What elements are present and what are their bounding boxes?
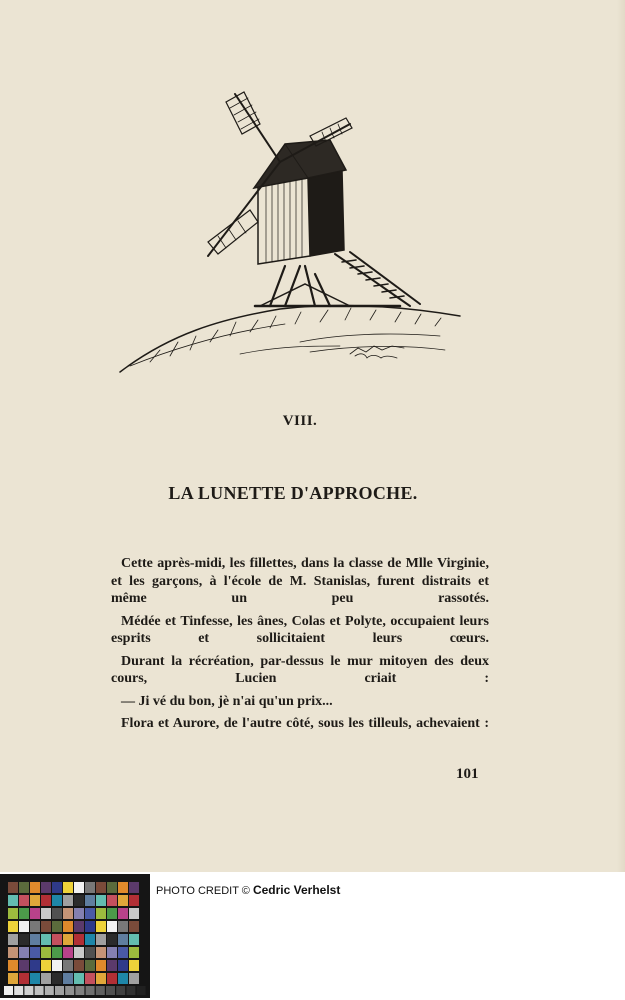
color-swatch <box>118 960 128 971</box>
color-swatch <box>8 895 18 906</box>
gray-swatch <box>86 986 95 995</box>
gray-swatch <box>137 986 146 995</box>
color-swatch <box>96 882 106 893</box>
color-swatch <box>52 973 62 984</box>
color-swatch <box>52 921 62 932</box>
photo-credit-prefix: PHOTO CREDIT © <box>156 885 250 897</box>
color-swatch <box>129 921 139 932</box>
body-text <box>111 555 489 738</box>
color-swatch <box>19 921 29 932</box>
color-swatch <box>41 882 51 893</box>
color-swatch <box>74 960 84 971</box>
color-swatch <box>8 934 18 945</box>
color-swatch <box>74 973 84 984</box>
paragraph: Cette après-midi, les fillettes, dans la classe de Mlle Virginie, et les garçons, à l'école de M. Stanislas, furent distraits et même un peu rassotés. <box>111 556 489 606</box>
color-swatch <box>19 882 29 893</box>
color-swatch <box>118 947 128 958</box>
color-swatch <box>30 921 40 932</box>
color-swatch <box>30 960 40 971</box>
color-swatch <box>129 973 139 984</box>
color-swatch <box>8 921 18 932</box>
color-swatch <box>96 934 106 945</box>
windmill-illustration <box>110 84 480 384</box>
color-swatch <box>85 908 95 919</box>
color-swatch <box>41 908 51 919</box>
color-swatch <box>30 895 40 906</box>
color-swatch <box>107 947 117 958</box>
color-swatch <box>107 973 117 984</box>
color-swatch <box>52 882 62 893</box>
color-swatch <box>129 908 139 919</box>
color-swatch <box>129 882 139 893</box>
page-number: 101 <box>456 766 479 782</box>
gray-swatch <box>126 986 135 995</box>
page-edge <box>617 0 625 872</box>
gray-swatch <box>14 986 23 995</box>
color-swatch <box>8 973 18 984</box>
color-swatch <box>63 921 73 932</box>
color-swatch <box>96 921 106 932</box>
color-swatch <box>107 960 117 971</box>
color-swatch <box>129 895 139 906</box>
color-swatch <box>118 895 128 906</box>
color-swatch <box>30 934 40 945</box>
color-swatch <box>96 960 106 971</box>
color-swatch <box>30 973 40 984</box>
color-swatch <box>63 947 73 958</box>
gray-swatch <box>24 986 33 995</box>
color-swatch <box>129 960 139 971</box>
color-swatch <box>63 934 73 945</box>
color-swatch <box>74 895 84 906</box>
paragraph: — Ji vé du bon, jè n'ai qu'un prix... <box>121 693 333 709</box>
color-swatch <box>41 947 51 958</box>
chapter-number: VIII. <box>282 413 318 429</box>
gray-swatch <box>55 986 64 995</box>
color-swatch <box>41 934 51 945</box>
color-swatch <box>41 960 51 971</box>
photo-credit <box>156 883 340 897</box>
gray-swatch <box>4 986 13 995</box>
color-swatch <box>85 882 95 893</box>
color-swatch <box>8 960 18 971</box>
color-swatch <box>41 921 51 932</box>
color-swatch <box>41 895 51 906</box>
color-swatch <box>52 960 62 971</box>
color-swatch <box>8 882 18 893</box>
color-swatch <box>19 934 29 945</box>
color-swatch <box>107 908 117 919</box>
gray-swatch <box>106 986 115 995</box>
color-swatch <box>52 934 62 945</box>
color-swatch <box>129 947 139 958</box>
color-swatch <box>52 895 62 906</box>
color-swatch <box>52 908 62 919</box>
color-swatch <box>19 895 29 906</box>
color-swatch <box>41 973 51 984</box>
paragraph: Durant la récréation, par-dessus le mur mitoyen des deux cours, Lucien criait : <box>111 653 489 686</box>
color-swatch <box>118 921 128 932</box>
color-swatch <box>74 908 84 919</box>
color-swatch <box>8 947 18 958</box>
color-swatch <box>96 973 106 984</box>
color-swatch <box>118 934 128 945</box>
gray-swatch <box>75 986 84 995</box>
chapter-title: LA LUNETTE D'APPROCHE. <box>168 483 418 503</box>
color-swatch <box>118 882 128 893</box>
color-swatch <box>74 921 84 932</box>
color-swatch <box>74 947 84 958</box>
color-swatch <box>107 921 117 932</box>
color-swatch <box>63 960 73 971</box>
color-swatch <box>96 947 106 958</box>
color-swatch <box>107 934 117 945</box>
color-swatch <box>19 908 29 919</box>
color-swatch <box>85 934 95 945</box>
gray-swatch <box>116 986 125 995</box>
color-swatch <box>118 908 128 919</box>
color-swatch <box>85 921 95 932</box>
color-swatch <box>74 882 84 893</box>
color-swatch <box>63 895 73 906</box>
color-swatch <box>52 947 62 958</box>
photo-credit-name: Cedric Verhelst <box>252 883 341 897</box>
color-swatch <box>107 882 117 893</box>
color-swatch <box>96 895 106 906</box>
color-swatch <box>129 934 139 945</box>
color-swatch <box>30 882 40 893</box>
paragraph: Médée et Tinfesse, les ânes, Colas et Polyte, occupaient leurs esprits et sollicitaient leurs cœurs. <box>111 613 489 646</box>
color-swatch <box>85 960 95 971</box>
color-swatch <box>30 947 40 958</box>
color-swatch <box>74 934 84 945</box>
color-swatch <box>63 973 73 984</box>
gray-swatch <box>45 986 54 995</box>
gray-swatch <box>96 986 105 995</box>
color-swatch <box>96 908 106 919</box>
color-swatch <box>85 895 95 906</box>
color-calibration-card <box>0 874 150 998</box>
color-swatch <box>19 973 29 984</box>
gray-swatch <box>65 986 74 995</box>
color-swatch <box>30 908 40 919</box>
color-swatch <box>118 973 128 984</box>
color-swatch <box>19 960 29 971</box>
gray-swatch <box>35 986 44 995</box>
color-swatch <box>19 947 29 958</box>
color-swatch <box>63 908 73 919</box>
color-swatch <box>8 908 18 919</box>
color-swatch <box>107 895 117 906</box>
color-swatch <box>85 973 95 984</box>
color-swatch <box>85 947 95 958</box>
color-swatch <box>63 882 73 893</box>
paragraph: Flora et Aurore, de l'autre côté, sous les tilleuls, achevaient : <box>121 716 489 731</box>
